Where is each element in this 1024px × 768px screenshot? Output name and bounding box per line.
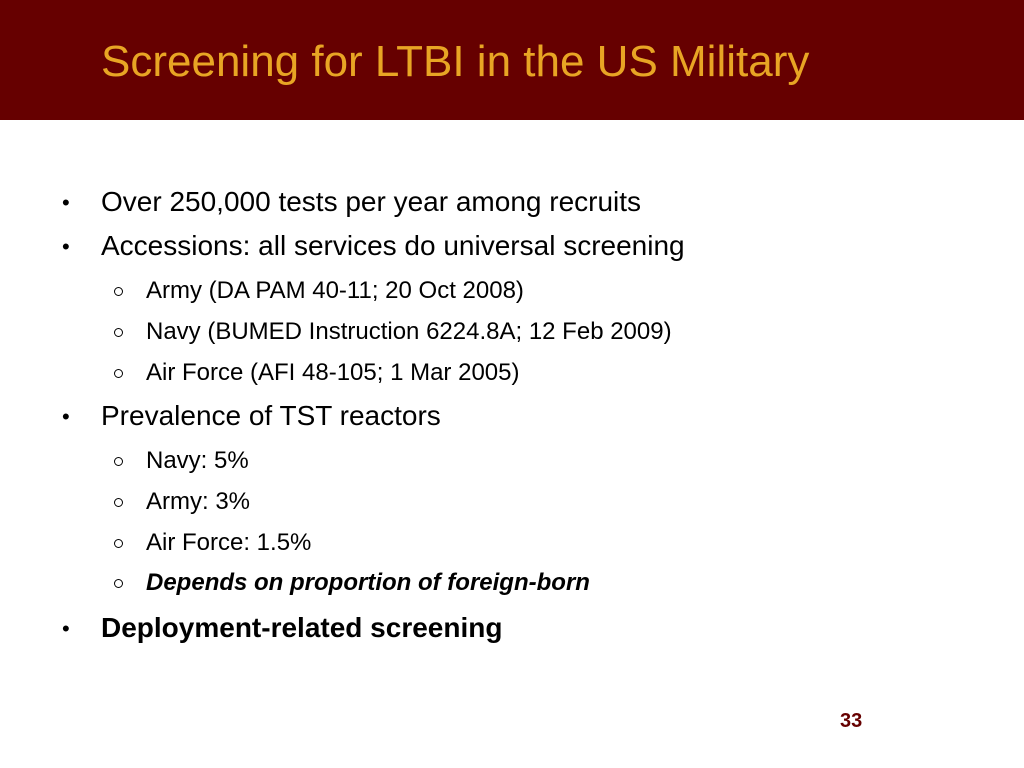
circle-bullet-icon bbox=[114, 287, 123, 296]
sub-bullet-item: Navy: 5% bbox=[146, 447, 249, 474]
bullet-item: Over 250,000 tests per year among recruits bbox=[101, 186, 642, 217]
sub-bullet-item: Army: 3% bbox=[146, 488, 251, 515]
bullet-icon: • bbox=[62, 234, 70, 259]
circle-bullet-icon bbox=[114, 457, 123, 466]
circle-bullet-icon bbox=[114, 328, 123, 337]
slide-title: Screening for LTBI in the US Military bbox=[101, 37, 810, 86]
circle-bullet-icon bbox=[114, 579, 123, 588]
sub-bullet-item: Depends on proportion of foreign-born bbox=[146, 569, 590, 596]
bullet-icon: • bbox=[62, 404, 70, 429]
circle-bullet-icon bbox=[114, 539, 123, 548]
sub-bullet-item: Navy (BUMED Instruction 6224.8A; 12 Feb 2009) bbox=[146, 318, 672, 345]
page-number: 33 bbox=[840, 710, 863, 732]
circle-bullet-icon bbox=[114, 369, 123, 378]
sub-bullet-item: Army (DA PAM 40-11; 20 Oct 2008) bbox=[146, 277, 524, 304]
bullet-icon: • bbox=[62, 616, 70, 641]
bullet-icon: • bbox=[62, 190, 70, 215]
sub-bullet-item: Air Force (AFI 48-105; 1 Mar 2005) bbox=[146, 359, 520, 386]
sub-bullet-item: Air Force: 1.5% bbox=[146, 529, 312, 556]
bullet-item: Accessions: all services do universal screening bbox=[101, 230, 685, 261]
bullet-item: Deployment-related screening bbox=[101, 612, 503, 643]
bullet-item: Prevalence of TST reactors bbox=[101, 400, 441, 431]
circle-bullet-icon bbox=[114, 498, 123, 507]
